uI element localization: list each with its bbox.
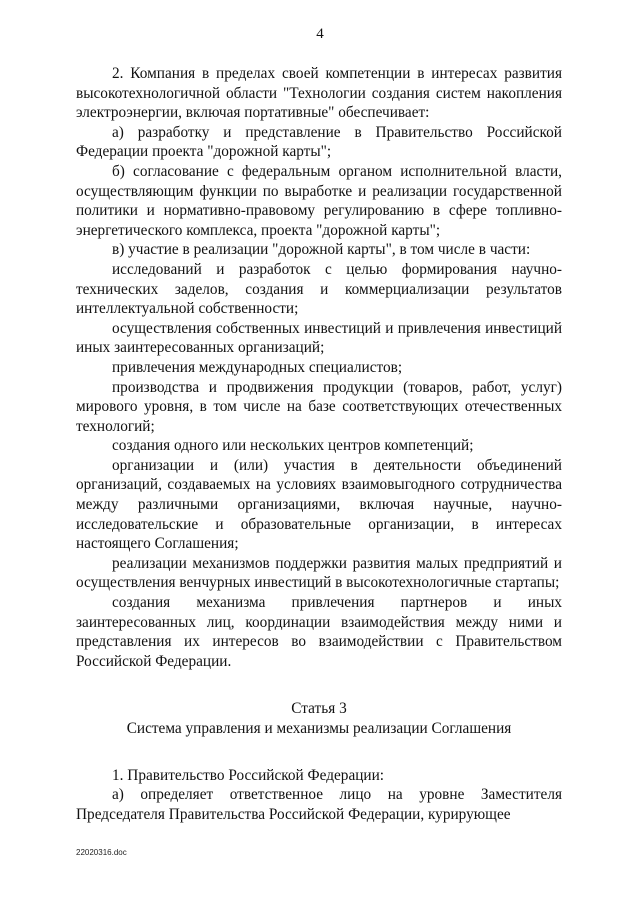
paragraph-small-business: реализации механизмов поддержки развития малых предприятий и осуществления венчурных инвестиций в высокотехнологичные стартапы; — [76, 554, 562, 592]
page-number: 4 — [316, 26, 324, 42]
footer-filename: 22020316.doc — [76, 848, 127, 857]
paragraph-sub-a: а) разработку и представление в Правительство Российской Федерации проекта "дорожной карты"; — [76, 123, 562, 161]
document-body — [76, 64, 562, 824]
article-number: Статья 3 — [291, 700, 347, 718]
paragraph-research: исследований и разработок с целью формирования научно-технических заделов, создания и коммерциализации результатов интеллектуальной собственности; — [76, 260, 562, 318]
article-title: Система управления и механизмы реализации Соглашения — [126, 720, 512, 737]
paragraph-partners: создания механизма привлечения партнеров и иных заинтересованных лиц, координации взаимодействия между ними и представления их интересов во взаимодействии с Правительством Российской Федерации. — [76, 594, 562, 670]
paragraph-associations: организации и (или) участия в деятельности объединений организаций, создаваемых на условиях взаимовыгодного сотрудничества между различными организациями, включая научные, научно-исследовательские и образовательные организации, в интересах настоящего Соглашения; — [76, 456, 562, 553]
paragraph-sub-b: б) согласование с федеральным органом исполнительной власти, осуществляющим функции по выработке и реализации государственной политики и нормативно-правовому регулированию в сфере топливно-энергетического комплекса, проекта "дорожной карты"; — [76, 162, 562, 239]
paragraph-sub-v: в) участие в реализации "дорожной карты", в том числе в части: — [112, 241, 531, 259]
paragraph-specialists: привлечения международных специалистов; — [112, 358, 403, 376]
paragraph-competence-centers: создания одного или нескольких центров компетенций; — [112, 437, 474, 455]
paragraph-item-2: 2. Компания в пределах своей компетенции в интересах развития высокотехнологичной области "Технологии создания систем накопления электроэнергии, включая портативные" обеспечивает: — [76, 65, 562, 122]
article-paragraph-1a: а) определяет ответственное лицо на уровне Заместителя Председателя Правительства Российской Федерации, курирующее — [76, 786, 562, 823]
paragraph-investments: осуществления собственных инвестиций и привлечения инвестиций иных заинтересованных организаций; — [76, 319, 562, 357]
paragraph-production: производства и продвижения продукции (товаров, работ, услуг) мирового уровня, в том числе на базе соответствующих отечественных технологий; — [76, 378, 562, 435]
article-paragraph-1: 1. Правительство Российской Федерации: — [112, 766, 385, 784]
